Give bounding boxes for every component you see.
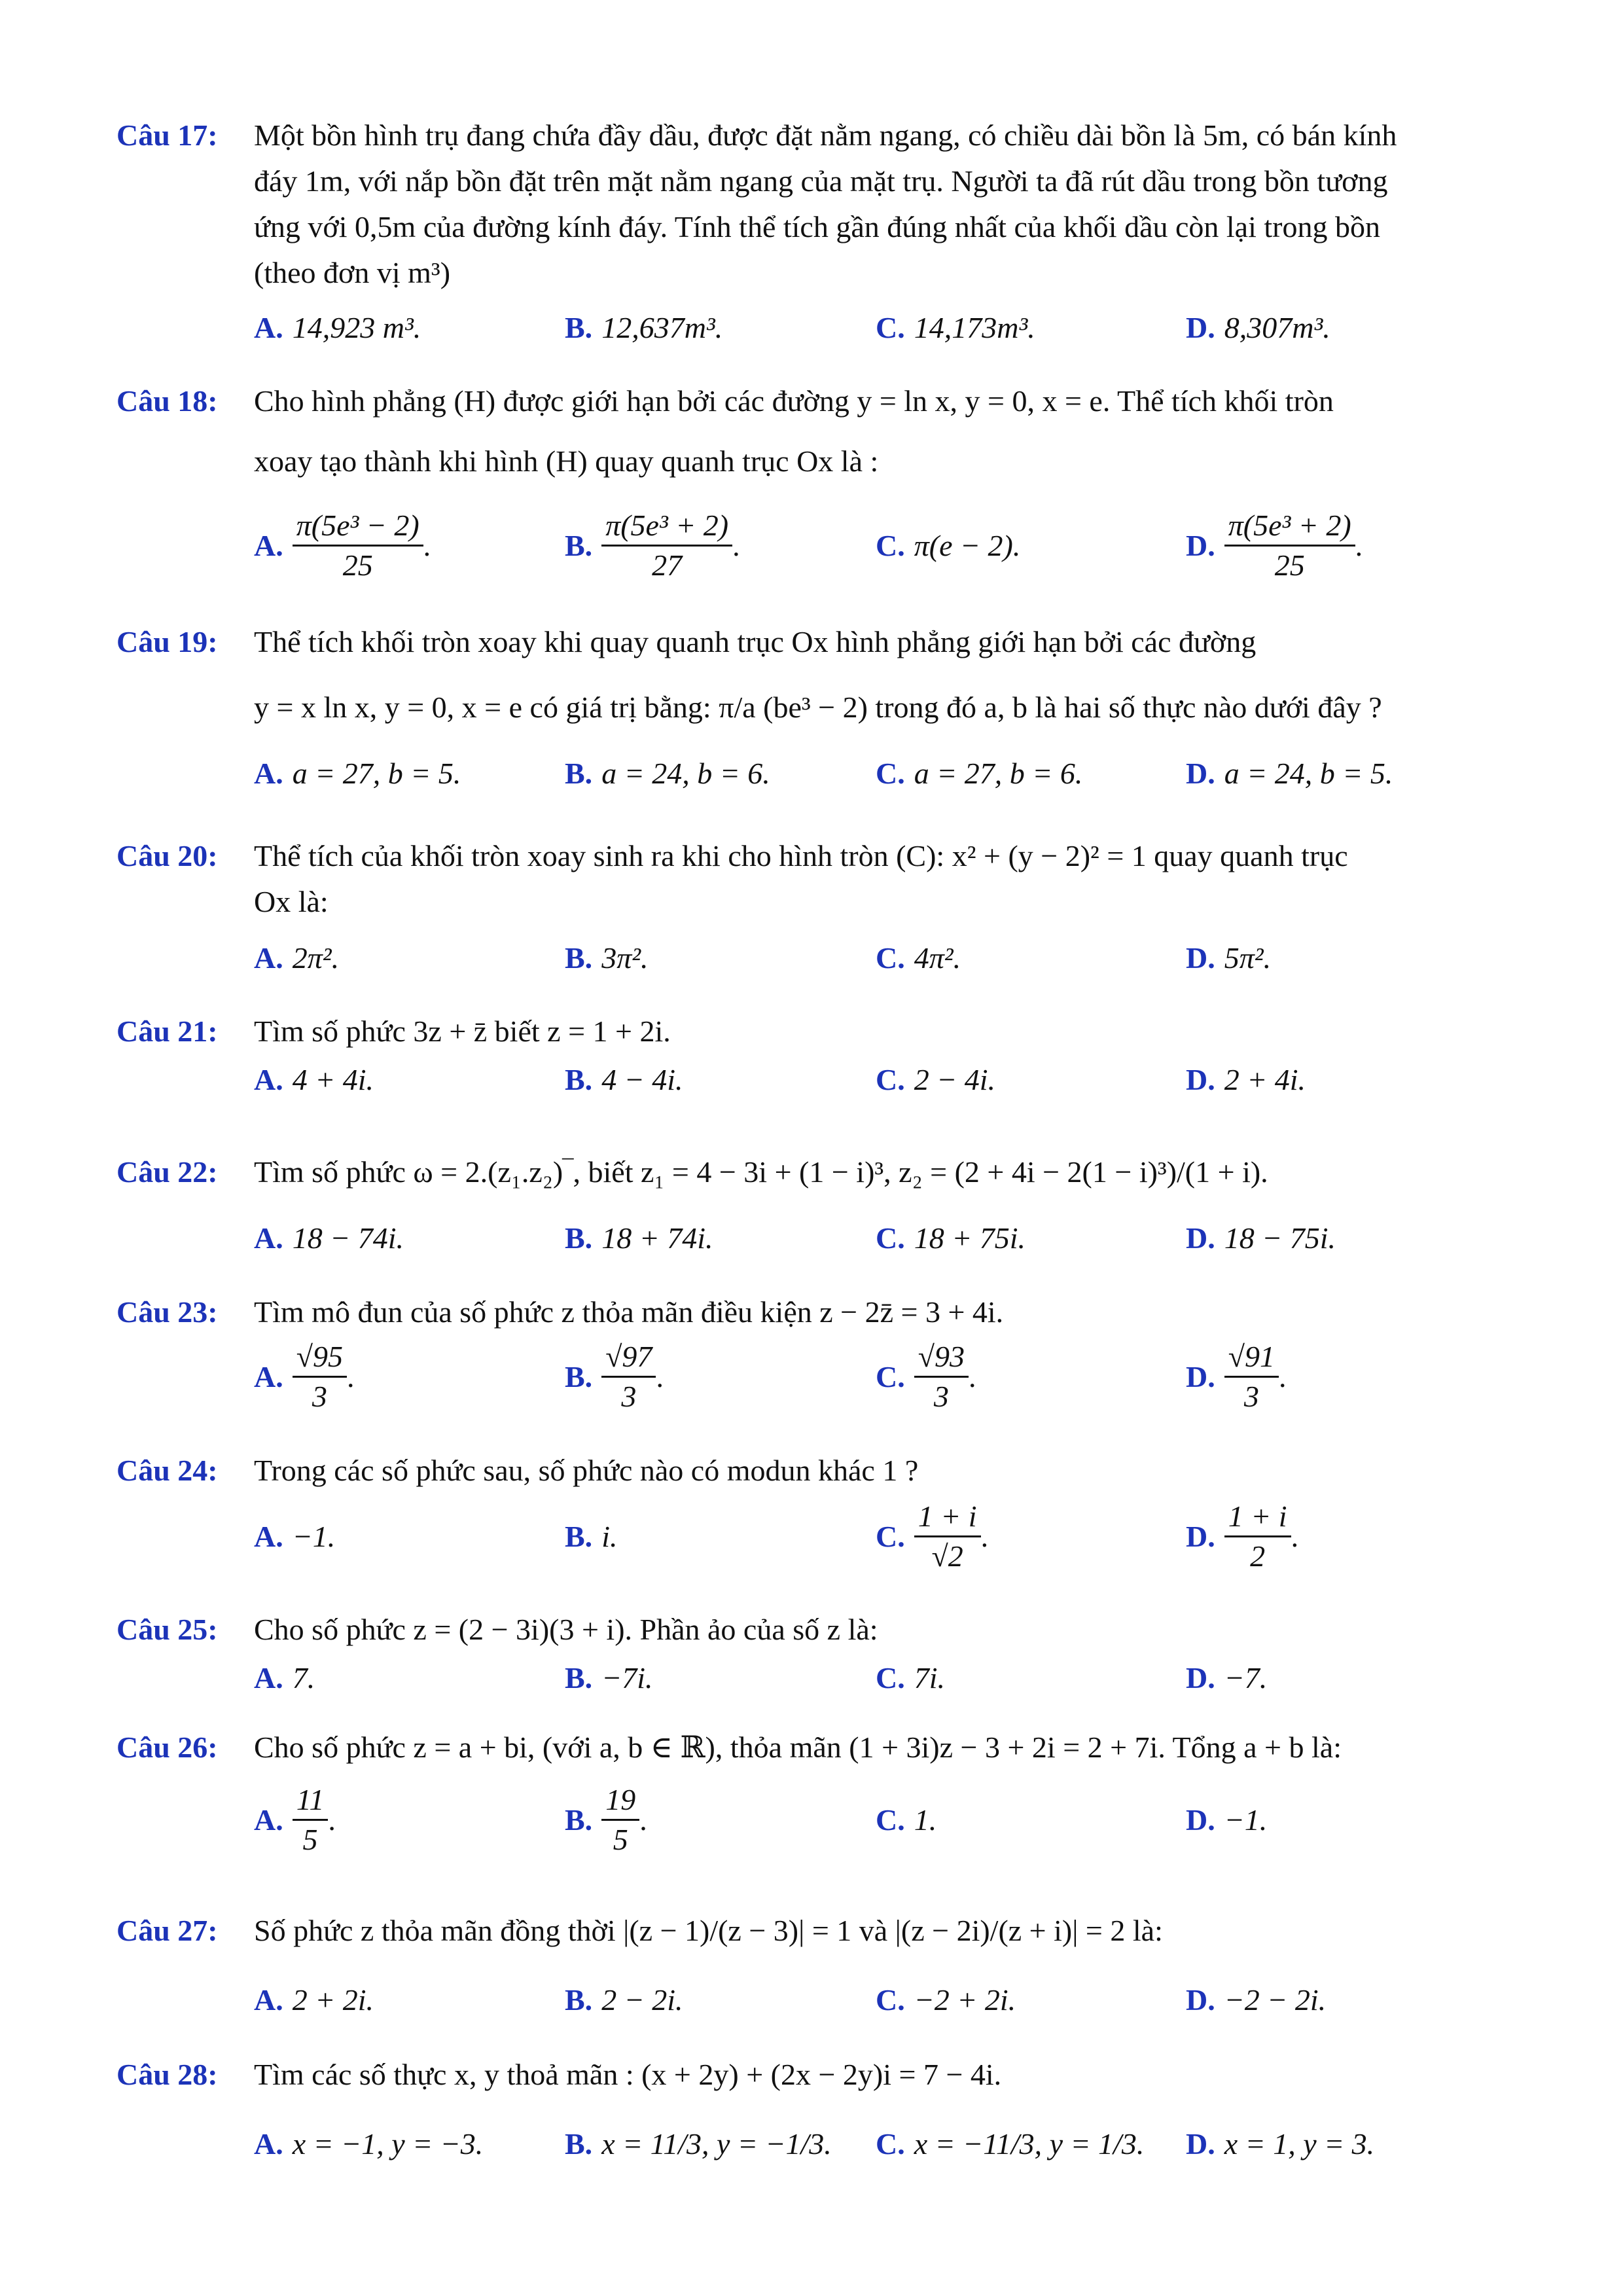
option-label: D. (1186, 1062, 1215, 1096)
option-b[interactable] (565, 747, 770, 799)
denominator: 5 (613, 1822, 628, 1856)
option-label: D. (1186, 1660, 1215, 1695)
fraction (1224, 1338, 1279, 1416)
option-label: B. (565, 528, 593, 562)
numerator: 19 (601, 1781, 639, 1821)
option-label: C. (876, 756, 905, 790)
option-text: i. (601, 1519, 618, 1553)
option-label: B. (565, 1982, 593, 2017)
option-label: D. (1186, 941, 1215, 975)
option-text: 7. (292, 1660, 315, 1695)
option-label: D. (1186, 1982, 1215, 2017)
option-text: 4 + 4i. (292, 1062, 374, 1096)
fraction (293, 1781, 329, 1859)
option-label: D. (1186, 1803, 1215, 1837)
denominator: 3 (312, 1379, 327, 1413)
option-c[interactable] (876, 1053, 995, 1105)
option-text: π(e − 2). (914, 528, 1021, 562)
fraction (601, 1781, 639, 1859)
option-label: D. (1186, 1221, 1215, 1255)
option-label: A. (254, 528, 283, 562)
option-label: B. (565, 1359, 593, 1393)
option-label: D. (1186, 2126, 1215, 2161)
option-text: x = −11/3, y = 1/3. (914, 2126, 1145, 2161)
option-label: D. (1186, 756, 1215, 790)
option-b[interactable] (565, 931, 649, 984)
option-a[interactable] (254, 1973, 374, 2026)
suffix: . (346, 1359, 355, 1393)
question-number: Câu 17: (116, 118, 218, 152)
option-text: a = 27, b = 5. (292, 756, 461, 790)
option-label: C. (876, 1221, 905, 1255)
stem-line: Cho hình phẳng (H) được giới hạn bởi các đường y = ln x, y = 0, x = e. Thể tích khối tròn (254, 384, 1334, 418)
option-c[interactable] (876, 1334, 976, 1419)
suffix: . (328, 1803, 336, 1837)
answer-options (254, 301, 1517, 353)
option-label: B. (565, 756, 593, 790)
stem-line: Trong các số phức sau, số phức nào có modun khác 1 ? (254, 1454, 919, 1487)
denominator: 3 (1243, 1379, 1259, 1413)
question-number: Câu 28: (116, 2058, 218, 2091)
stem-line: đáy 1m, với nắp bồn đặt trên mặt nằm ngang của mặt trụ. Người ta đã rút dầu trong bồn tương (254, 164, 1388, 198)
answer-options (254, 931, 1517, 984)
suffix: . (639, 1803, 647, 1837)
question-number: Câu 18: (116, 384, 218, 418)
option-a[interactable] (254, 747, 461, 799)
option-text: x = −1, y = −3. (292, 2126, 484, 2161)
option-c[interactable] (876, 301, 1035, 353)
option-d[interactable] (1186, 747, 1393, 799)
numerator: √97 (601, 1338, 656, 1378)
option-d[interactable] (1186, 1334, 1286, 1419)
option-text: −2 + 2i. (914, 1982, 1016, 2017)
option-a[interactable] (254, 301, 421, 353)
question-number: Câu 22: (116, 1155, 218, 1189)
option-label: B. (565, 1062, 593, 1096)
option-text: 18 − 74i. (292, 1221, 404, 1255)
option-b[interactable] (565, 2117, 832, 2170)
option-text: 2 − 4i. (914, 1062, 996, 1096)
option-d[interactable] (1186, 503, 1363, 588)
fraction (601, 507, 732, 584)
option-text: 18 + 74i. (601, 1221, 713, 1255)
option-text: a = 24, b = 5. (1224, 756, 1393, 790)
numerator: π(5e³ + 2) (601, 507, 732, 547)
option-label: A. (254, 756, 283, 790)
option-text: 1. (914, 1803, 937, 1837)
answer-options (254, 1053, 1517, 1105)
suffix: . (732, 528, 740, 562)
option-d[interactable] (1186, 1651, 1267, 1704)
option-label: D. (1186, 310, 1215, 344)
answer-options (254, 1973, 1517, 2026)
option-b[interactable] (565, 301, 722, 353)
option-c[interactable] (876, 747, 1082, 799)
option-a[interactable] (254, 2117, 483, 2170)
option-c[interactable] (876, 1973, 1016, 2026)
question-stem (254, 1908, 1517, 1954)
option-label: B. (565, 2126, 593, 2161)
answer-options (254, 1494, 1517, 1579)
answer-options (254, 1211, 1517, 1264)
option-label: C. (876, 1062, 905, 1096)
option-label: B. (565, 1660, 593, 1695)
denominator: 2 (1250, 1539, 1266, 1573)
option-text: −1. (1224, 1803, 1268, 1837)
option-label: C. (876, 2126, 905, 2161)
option-c[interactable] (876, 1651, 945, 1704)
suffix: . (423, 528, 431, 562)
stem-line: y = x ln x, y = 0, x = e có giá trị bằng: π/a (be³ − 2) trong đó a, b là hai số thực nào dưới đây ? (254, 691, 1382, 724)
denominator: 25 (342, 548, 373, 582)
option-c[interactable] (876, 2117, 1144, 2170)
option-text: −2 − 2i. (1224, 1982, 1327, 2017)
option-a[interactable] (254, 1777, 336, 1862)
fraction (1224, 1498, 1291, 1575)
option-label: D. (1186, 528, 1215, 562)
option-label: A. (254, 941, 283, 975)
option-label: B. (565, 310, 593, 344)
option-text: 4 − 4i. (601, 1062, 683, 1096)
option-a[interactable] (254, 1211, 404, 1264)
stem-line: Cho số phức z = (2 − 3i)(3 + i). Phần ảo của số z là: (254, 1613, 878, 1646)
option-d[interactable] (1186, 1973, 1326, 2026)
option-text: 3π². (601, 941, 649, 975)
denominator: 25 (1274, 548, 1305, 582)
fraction (293, 1338, 347, 1416)
option-b[interactable] (565, 1211, 713, 1264)
question-number: Câu 23: (116, 1295, 218, 1329)
option-b[interactable] (565, 1777, 647, 1862)
stem-line: ứng với 0,5m của đường kính đáy. Tính thể tích gần đúng nhất của khối dầu còn lại trong bồn (254, 210, 1380, 243)
option-b[interactable] (565, 1334, 664, 1419)
denominator: 5 (302, 1822, 318, 1856)
option-label: A. (254, 1359, 283, 1393)
option-text: 2π². (292, 941, 340, 975)
option-a[interactable] (254, 503, 431, 588)
option-d[interactable] (1186, 1494, 1298, 1579)
option-d[interactable] (1186, 931, 1271, 984)
option-label: B. (565, 1803, 593, 1837)
question-number: Câu 19: (116, 625, 218, 658)
option-text: 2 − 2i. (601, 1982, 683, 2017)
option-label: A. (254, 1660, 283, 1695)
option-text: 8,307m³. (1224, 310, 1330, 344)
answer-options (254, 503, 1517, 588)
option-c[interactable] (876, 503, 1020, 588)
numerator: √95 (293, 1338, 347, 1378)
stem-line: Tìm số phức 3z + z̄ biết z = 1 + 2i. (254, 1014, 671, 1048)
option-text: 4π². (914, 941, 961, 975)
option-d[interactable] (1186, 301, 1330, 353)
option-text: 2 + 4i. (1224, 1062, 1306, 1096)
stem-line: Tìm số phức ω = 2.(z₁.z₂)‾, biết z₁ = 4 − 3i + (1 − i)³, z₂ = (2 + 4i − 2(1 − i)³)/(1 + i). (254, 1155, 1268, 1189)
option-text: −1. (292, 1519, 336, 1553)
numerator: 1 + i (1224, 1498, 1291, 1537)
numerator: 11 (293, 1781, 329, 1821)
option-text: 18 − 75i. (1224, 1221, 1336, 1255)
denominator: 3 (933, 1379, 949, 1413)
option-b[interactable] (565, 1651, 653, 1704)
option-d[interactable] (1186, 1211, 1336, 1264)
stem-line: Một bồn hình trụ đang chứa đầy dầu, được đặt nằm ngang, có chiều dài bồn là 5m, có bán kính (254, 118, 1397, 152)
option-label: A. (254, 1062, 283, 1096)
option-a[interactable] (254, 1053, 374, 1105)
stem-line: Thể tích khối tròn xoay khi quay quanh trục Ox hình phẳng giới hạn bởi các đường (254, 625, 1257, 658)
option-label: A. (254, 1803, 283, 1837)
question-stem (254, 619, 1517, 730)
numerator: 1 + i (914, 1498, 981, 1537)
option-text: 14,923 m³. (292, 310, 421, 344)
option-label: C. (876, 310, 905, 344)
stem-line: Ox là: (254, 885, 329, 918)
stem-line: Tìm mô đun của số phức z thỏa mãn điều kiện z − 2z̄ = 3 + 4i. (254, 1295, 1004, 1329)
denominator: 3 (621, 1379, 637, 1413)
stem-line: Tìm các số thực x, y thoả mãn : (x + 2y) + (2x − 2y)i = 7 − 4i. (254, 2058, 1002, 2091)
option-label: B. (565, 1519, 593, 1553)
option-c[interactable] (876, 1211, 1026, 1264)
option-label: D. (1186, 1359, 1215, 1393)
question-stem (254, 1149, 1517, 1195)
question-stem (254, 1607, 1517, 1653)
answer-options (254, 1777, 1517, 1862)
option-d[interactable] (1186, 1053, 1306, 1105)
option-b[interactable] (565, 1053, 683, 1105)
suffix: . (980, 1519, 989, 1553)
stem-line: Cho số phức z = a + bi, (với a, b ∈ ℝ), thỏa mãn (1 + 3i)z − 3 + 2i = 2 + 7i. Tổng a + b là: (254, 1731, 1342, 1764)
fraction (914, 1498, 981, 1575)
numerator: π(5e³ − 2) (293, 507, 423, 547)
option-a[interactable] (254, 1494, 335, 1579)
option-a[interactable] (254, 1651, 315, 1704)
question-number: Câu 21: (116, 1014, 218, 1048)
option-text: 7i. (914, 1660, 946, 1695)
option-b[interactable] (565, 1494, 617, 1579)
answer-options (254, 1651, 1517, 1704)
option-label: C. (876, 1359, 905, 1393)
option-label: A. (254, 1519, 283, 1553)
option-text: 12,637m³. (601, 310, 723, 344)
question-stem (254, 1448, 1517, 1494)
option-text: 18 + 75i. (914, 1221, 1026, 1255)
stem-line: Thể tích của khối tròn xoay sinh ra khi cho hình tròn (C): x² + (y − 2)² = 1 quay quanh trục (254, 839, 1348, 872)
option-label: C. (876, 1982, 905, 2017)
fraction (293, 507, 423, 584)
fraction (601, 1338, 656, 1416)
question-stem (254, 1725, 1517, 1770)
question-number: Câu 24: (116, 1454, 218, 1487)
suffix: . (1355, 528, 1363, 562)
numerator: √91 (1224, 1338, 1279, 1378)
question-stem (254, 1289, 1517, 1335)
option-text: 14,173m³. (914, 310, 1035, 344)
suffix: . (1291, 1519, 1299, 1553)
option-b[interactable] (565, 503, 740, 588)
question-number: Câu 26: (116, 1731, 218, 1764)
option-label: A. (254, 310, 283, 344)
suffix: . (968, 1359, 976, 1393)
numerator: √93 (914, 1338, 969, 1378)
numerator: π(5e³ + 2) (1224, 507, 1355, 547)
suffix: . (1278, 1359, 1287, 1393)
option-d[interactable] (1186, 2117, 1374, 2170)
option-b[interactable] (565, 1973, 683, 2026)
question-stem (254, 1009, 1517, 1054)
answer-options (254, 2117, 1517, 2170)
question-stem (254, 113, 1517, 296)
option-text: a = 27, b = 6. (914, 756, 1083, 790)
denominator: 27 (652, 548, 683, 582)
question-number: Câu 27: (116, 1914, 218, 1947)
option-label: C. (876, 1519, 905, 1553)
option-label: A. (254, 2126, 283, 2161)
answer-options (254, 1334, 1517, 1419)
option-c[interactable] (876, 931, 961, 984)
option-a[interactable] (254, 1334, 354, 1419)
question-number: Câu 25: (116, 1613, 218, 1646)
answer-options (254, 747, 1517, 799)
option-text: 2 + 2i. (292, 1982, 374, 2017)
option-label: C. (876, 528, 905, 562)
stem-line: xoay tạo thành khi hình (H) quay quanh trục Ox là : (254, 444, 879, 478)
option-label: A. (254, 1221, 283, 1255)
option-text: x = 1, y = 3. (1224, 2126, 1375, 2161)
option-text: a = 24, b = 6. (601, 756, 770, 790)
stem-line: Số phức z thỏa mãn đồng thời |(z − 1)/(z − 3)| = 1 và |(z − 2i)/(z + i)| = 2 là: (254, 1914, 1163, 1947)
question-stem (254, 2052, 1517, 2098)
option-text: x = 11/3, y = −1/3. (601, 2126, 832, 2161)
stem-line: (theo đơn vị m³) (254, 256, 451, 289)
option-c[interactable] (876, 1777, 936, 1862)
option-text: −7i. (601, 1660, 653, 1695)
question-number: Câu 20: (116, 839, 218, 872)
option-label: C. (876, 1803, 905, 1837)
option-label: B. (565, 941, 593, 975)
option-c[interactable] (876, 1494, 988, 1579)
option-label: B. (565, 1221, 593, 1255)
option-label: C. (876, 1660, 905, 1695)
fraction (914, 1338, 969, 1416)
option-d[interactable] (1186, 1777, 1267, 1862)
suffix: . (656, 1359, 664, 1393)
question-stem (254, 833, 1517, 925)
option-a[interactable] (254, 931, 339, 984)
option-label: D. (1186, 1519, 1215, 1553)
option-text: 5π². (1224, 941, 1272, 975)
denominator: √2 (931, 1539, 963, 1573)
question-stem (254, 378, 1517, 484)
option-text: −7. (1224, 1660, 1268, 1695)
option-label: A. (254, 1982, 283, 2017)
option-label: C. (876, 941, 905, 975)
fraction (1224, 507, 1355, 584)
